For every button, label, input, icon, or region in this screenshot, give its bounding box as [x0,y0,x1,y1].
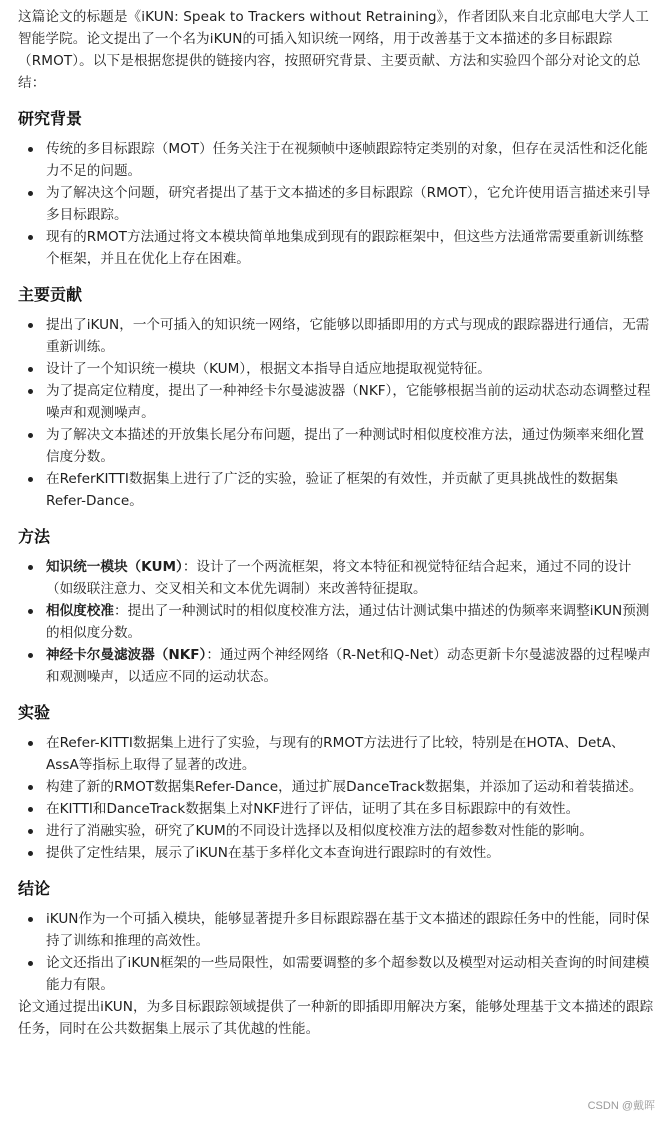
method-sep: ： [206,647,220,663]
section-title-background: 研究背景 [18,109,83,128]
experiments-list [18,732,657,864]
list-item: 传统的多目标跟踪（MOT）任务关注于在视频帧中逐帧跟踪特定类别的对象，但存在灵活性和泛化能力不足的问题。 [18,138,657,182]
list-item: 提供了定性结果，展示了iKUN在基于多样化文本查询进行跟踪时的有效性。 [18,842,657,864]
list-item [18,644,657,688]
method-term: 相似度校准 [46,603,114,619]
section-title-method: 方法 [18,527,51,546]
contributions-list [18,314,657,512]
conclusion-list [18,908,657,996]
list-item: 现有的RMOT方法通过将文本模块简单地集成到现有的跟踪框架中，但这些方法通常需要重新训练整个框架，并且在优化上存在困难。 [18,226,657,270]
method-text: 通过两个神经网络（R-Net和Q-Net）动态更新卡尔曼滤波器的过程噪声和观测噪声，以适应不同的运动状态。 [46,647,651,685]
method-sep: ： [182,559,197,575]
list-item: 进行了消融实验，研究了KUM的不同设计选择以及相似度校准方法的超参数对性能的影响。 [18,820,657,842]
final-paragraph: 论文通过提出iKUN，为多目标跟踪领域提供了一种新的即插即用解决方案，能够处理基于文本描述的跟踪任务，同时在公共数据集上展示了其优越的性能。 [18,999,654,1037]
list-item [18,600,657,644]
method-list [18,556,657,688]
list-item: 设计了一个知识统一模块（KUM），根据文本指导自适应地提取视觉特征。 [18,358,657,380]
list-item: iKUN作为一个可插入模块，能够显著提升多目标跟踪器在基于文本描述的跟踪任务中的性能，同时保持了训练和推理的高效性。 [18,908,657,952]
list-item: 在ReferKITTI数据集上进行了广泛的实验，验证了框架的有效性，并贡献了更具挑战性的数据集Refer-Dance。 [18,468,657,512]
list-item: 论文还指出了iKUN框架的一些局限性，如需要调整的多个超参数以及模型对运动相关查询的时间建模能力有限。 [18,952,657,996]
list-item: 为了解决这个问题，研究者提出了基于文本描述的多目标跟踪（RMOT），它允许使用语言描述来引导多目标跟踪。 [18,182,657,226]
csdn-watermark: CSDN @戴晖 [587,1100,655,1112]
method-sep: ： [113,603,128,619]
list-item: 为了提高定位精度，提出了一种神经卡尔曼滤波器（NKF），它能够根据当前的运动状态动态调整过程噪声和观测噪声。 [18,380,657,424]
list-item: 为了解决文本描述的开放集长尾分布问题，提出了一种测试时相似度校准方法，通过伪频率来细化置信度分数。 [18,424,657,468]
list-item [18,556,657,600]
background-list [18,138,657,270]
method-text: 设计了一个两流框架，将文本特征和视觉特征结合起来，通过不同的设计（如级联注意力、交叉相关和文本优先调制）来改善特征提取。 [46,559,632,597]
method-text: 提出了一种测试时的相似度校准方法，通过估计测试集中描述的伪频率来调整iKUN预测的相似度分数。 [46,603,650,641]
section-title-contributions: 主要贡献 [18,285,83,304]
section-title-experiments: 实验 [18,703,51,722]
list-item: 提出了iKUN，一个可插入的知识统一网络，它能够以即插即用的方式与现成的跟踪器进行通信，无需重新训练。 [18,314,657,358]
section-title-conclusion: 结论 [18,879,51,898]
method-term: 神经卡尔曼滤波器（NKF） [46,647,207,663]
method-term: 知识统一模块（KUM） [46,559,183,575]
intro-paragraph: 这篇论文的标题是《iKUN: Speak to Trackers without Retraining》，作者团队来自北京邮电大学人工智能学院。论文提出了一个名为iKUN的可插入知识统一网络，用于改善基于文本描述的多目标跟踪（RMOT）。以下是根据您提供的链接内容，按照研究背景、主要贡献、方法和实验四个部分对论文的总结： [18,9,649,91]
list-item: 在KITTI和DanceTrack数据集上对NKF进行了评估，证明了其在多目标跟踪中的有效性。 [18,798,657,820]
list-item: 在Refer-KITTI数据集上进行了实验，与现有的RMOT方法进行了比较，特别是在HOTA、DetA、AssA等指标上取得了显著的改进。 [18,732,657,776]
list-item: 构建了新的RMOT数据集Refer-Dance，通过扩展DanceTrack数据集，并添加了运动和着装描述。 [18,776,657,798]
